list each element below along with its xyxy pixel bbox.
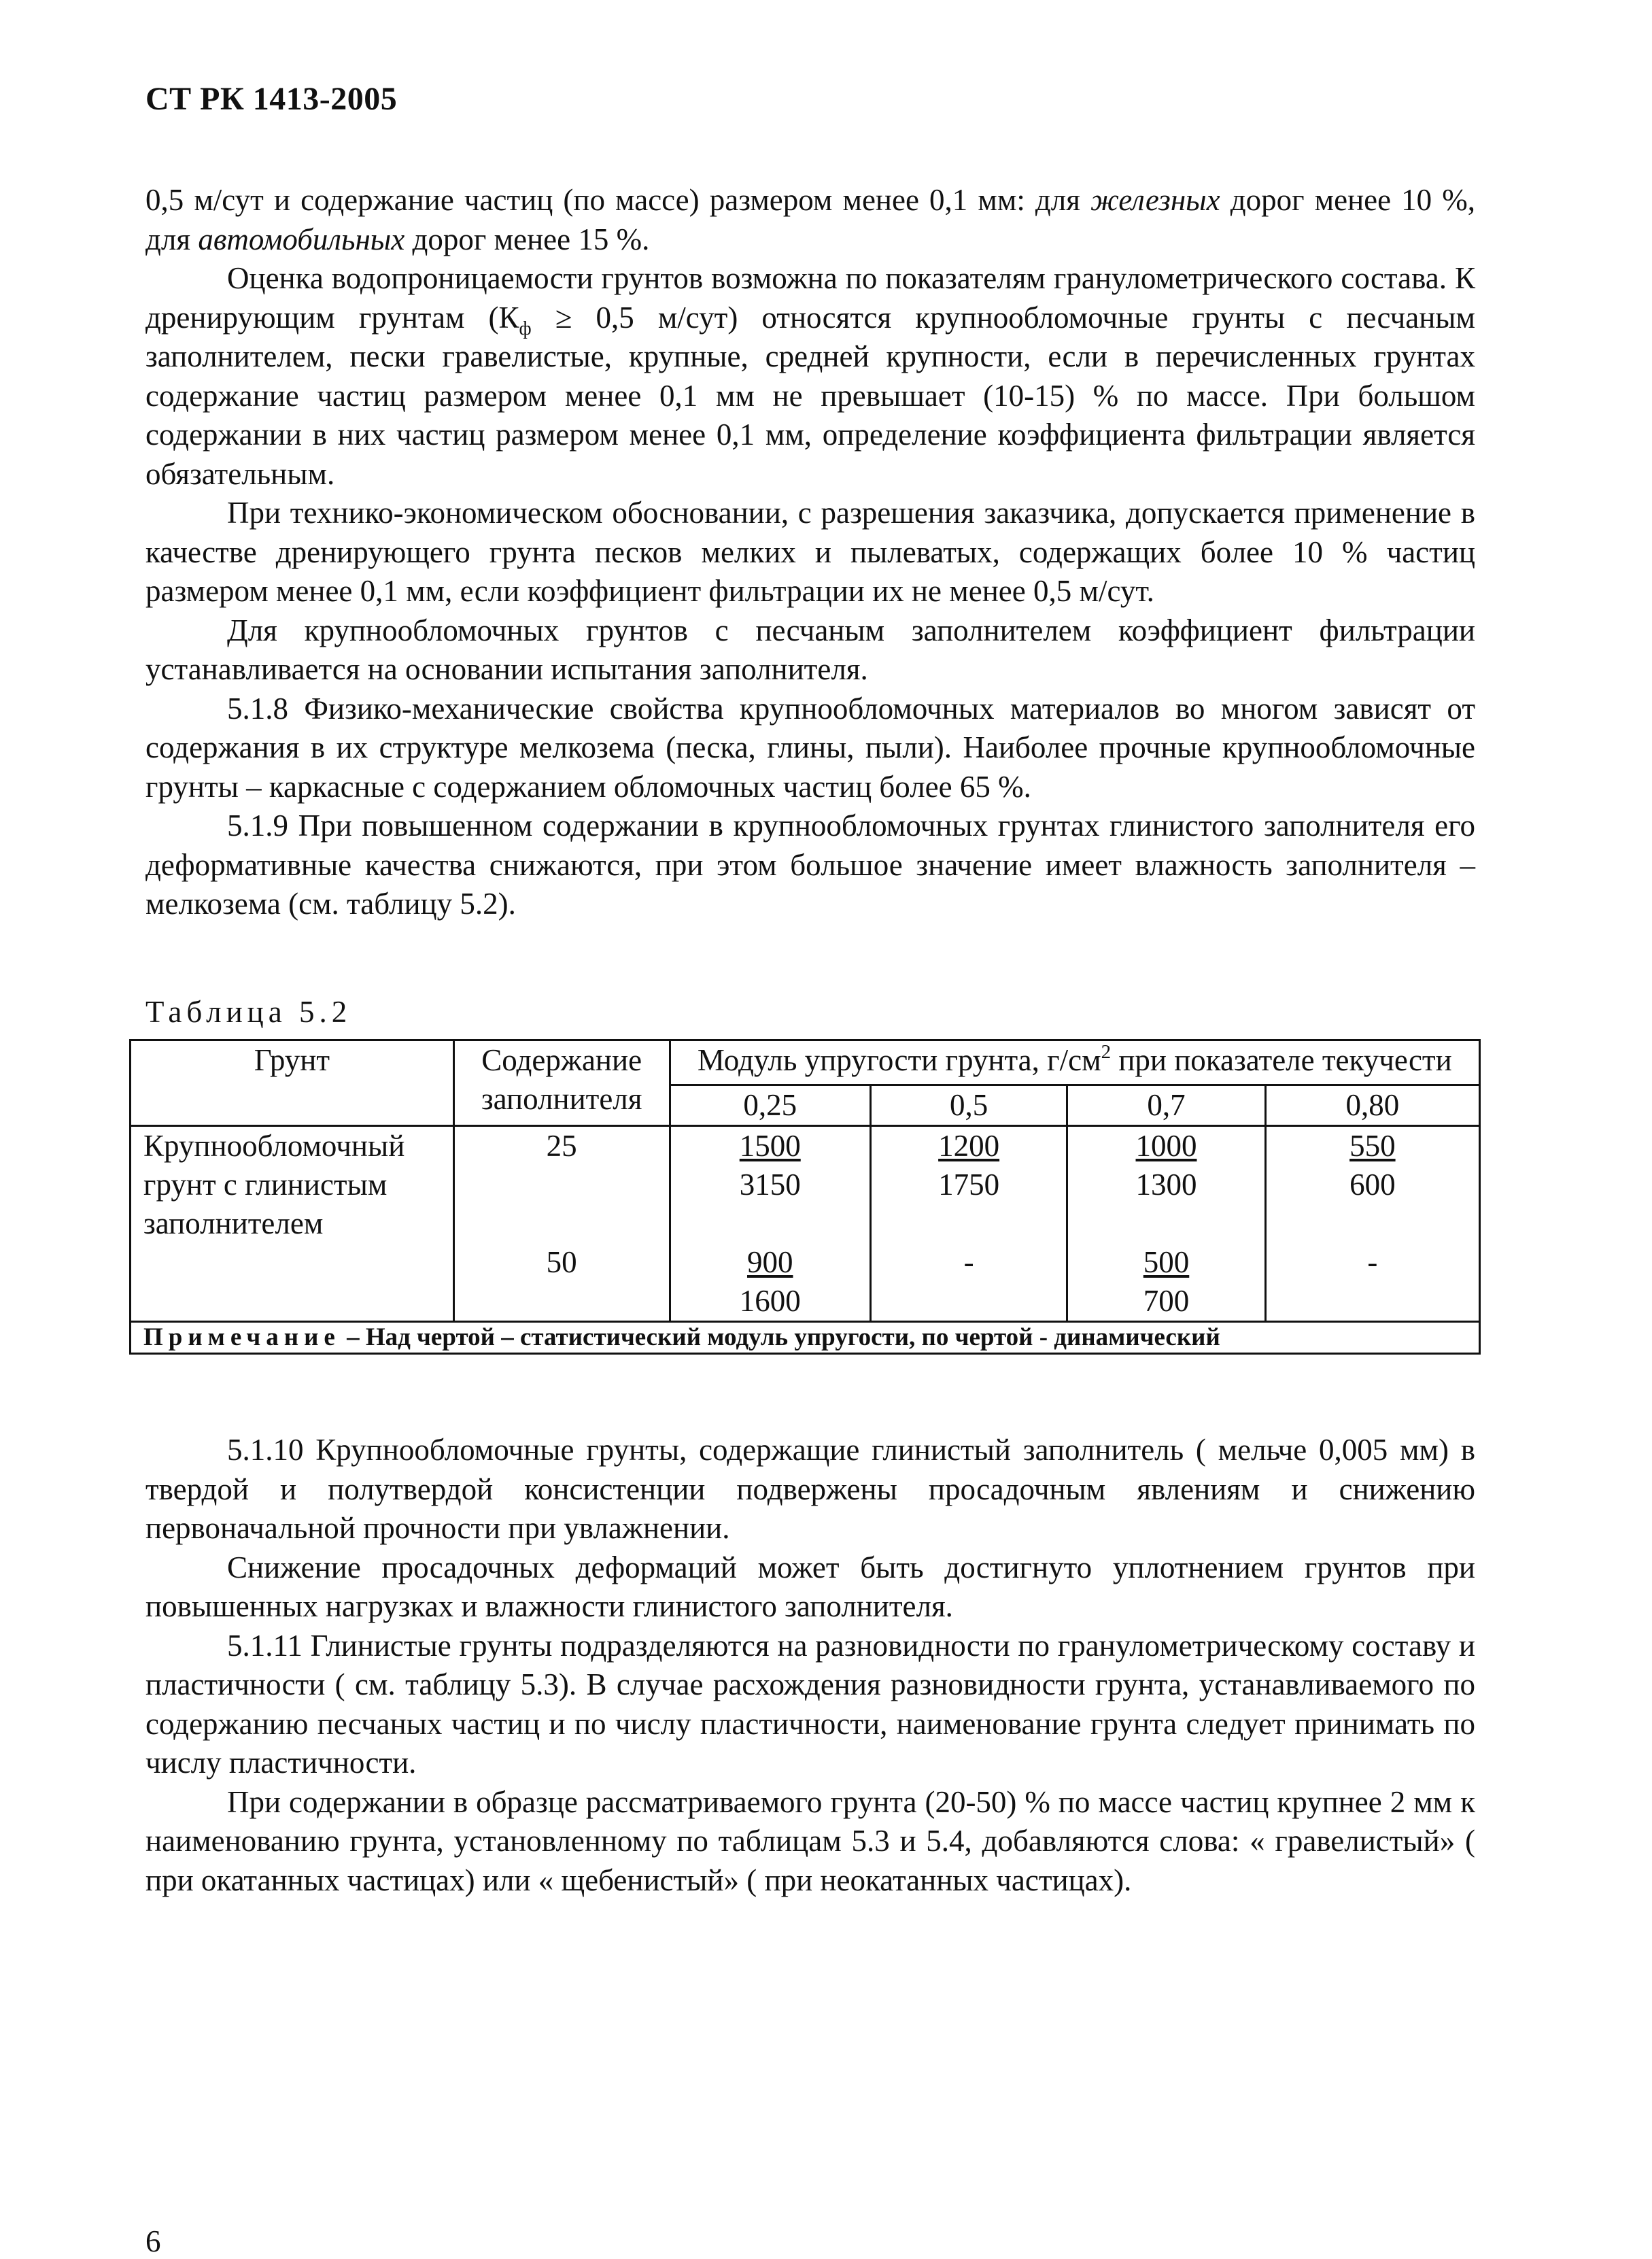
emphasis-railways: железных <box>1090 183 1220 217</box>
emphasis-roads: автомобильных <box>198 222 405 256</box>
static-modulus: 1000 <box>1135 1129 1197 1163</box>
paragraph-text: 0,5 м/сут и содержание частиц (по массе) размером менее 0,1 мм: для <box>145 183 1091 217</box>
paragraph-coarse-soils: Для крупнообломочных грунтов с песчаным заполнителем коэффициент фильтрации устанавливается на основании испытания заполнителя. <box>145 613 1475 686</box>
paragraph-5-1-8: 5.1.8 Физико-механические свойства крупнообломочных материалов во многом зависят от содержания в их структуре мелкозема (песка, глины, пыли). Наиболее прочные крупнообломочные грунты – каркасные с содержанием обломочных частиц более 65 %. <box>145 691 1475 804</box>
dynamic-modulus: 3150 <box>739 1168 801 1202</box>
subscript-f: ф <box>519 318 532 339</box>
paragraph-continuation <box>145 181 1475 259</box>
table-note-row <box>131 1322 1480 1354</box>
fill-value: 50 <box>546 1245 577 1279</box>
static-modulus: 550 <box>1349 1129 1396 1163</box>
dynamic-modulus: 1750 <box>938 1168 1000 1202</box>
paragraph-permeability <box>145 259 1475 494</box>
dynamic-modulus: 1300 <box>1135 1168 1197 1202</box>
header-modulus-text: Модуль упругости грунта, г/см <box>697 1043 1101 1077</box>
value-cell <box>670 1126 870 1322</box>
value-cell <box>1265 1126 1479 1322</box>
paragraph-feasibility: При технико-экономическом обосновании, с разрешения заказчика, допускается применение в качестве дренирующего грунта песков мелких и пылеватых, содержащих более 10 % частиц размером менее 0,1 мм, если коэффициент фильтрации их не менее 0,5 м/сут. <box>145 496 1475 608</box>
paragraph-gravel: При содержании в образце рассматриваемого грунта (20-50) % по массе частиц крупнее 2 мм к наименованию грунта, установленному по таблицам 5.3 и 5.4, добавляются слова: « гравелистый» ( при окатанных частицах) или « щебенистый» ( при неокатанных частицах). <box>145 1784 1475 1897</box>
header-soil: Грунт <box>131 1040 454 1126</box>
static-modulus: 500 <box>1143 1245 1190 1279</box>
header-modulus <box>670 1040 1479 1085</box>
table-data-row <box>131 1126 1480 1322</box>
note-heading: Примечание <box>143 1323 341 1351</box>
fluidity-value: 0,25 <box>670 1085 870 1126</box>
paragraph-5-1-11: 5.1.11 Глинистые грунты подразделяются на разновидности по гранулометрическому составу и пластичности ( см. таблицу 5.3). В случае расхождения разновидности грунта, устанавливаемого по содержанию песчаных частиц и по числу пластичности, наименование грунта следует принимать по числу пластичности. <box>145 1628 1475 1780</box>
static-modulus: 1500 <box>739 1129 801 1163</box>
dynamic-modulus: 600 <box>1349 1168 1396 1202</box>
header-modulus-text: при показателе текучести <box>1111 1043 1452 1077</box>
paragraph-text: ≥ 0,5 м/сут) относятся крупнообломочные грунты с песчаным заполнителем, пески гравелистые, крупные, средней крупности, если в перечисленных грунтах содержание частиц размером менее 0,1 мм не превышает (10-15) % по массе. При большом содержании в них частиц размером менее 0,1 мм, определение коэффициента фильтрации является обязательным. <box>145 300 1475 491</box>
fluidity-value: 0,5 <box>870 1085 1067 1126</box>
body-text-top <box>145 181 1475 924</box>
paragraph-5-1-10: 5.1.10 Крупнообломочные грунты, содержащие глинистый заполнитель ( мельче 0,005 мм) в твердой и полутвердой консистенции подвержены просадочным явлениям и снижению первоначальной прочности при увлажнении. <box>145 1433 1475 1545</box>
table-note <box>131 1322 1480 1354</box>
document-code: СТ РК 1413-2005 <box>145 81 398 117</box>
table-5-2 <box>129 1039 1481 1355</box>
static-modulus: 900 <box>746 1245 793 1279</box>
fluidity-value: 0,7 <box>1067 1085 1265 1126</box>
static-modulus: 1200 <box>938 1129 1000 1163</box>
paragraph-subsidence: Снижение просадочных деформаций может быть достигнуто уплотнением грунтов при повышенных нагрузках и влажности глинистого заполнителя. <box>145 1550 1475 1623</box>
paragraph-text: дорог менее 10 %, для <box>145 183 1475 256</box>
fluidity-value: 0,80 <box>1265 1085 1479 1126</box>
table-header-row <box>131 1040 1480 1085</box>
page-number: 6 <box>145 2224 161 2258</box>
dynamic-modulus: 700 <box>1143 1284 1190 1318</box>
superscript-2: 2 <box>1101 1041 1112 1063</box>
fill-cell <box>453 1126 670 1322</box>
static-modulus: - <box>1367 1245 1378 1279</box>
fill-value: 25 <box>546 1129 577 1163</box>
static-modulus: - <box>963 1245 974 1279</box>
table-caption: Таблица 5.2 <box>145 995 352 1029</box>
note-text: – Над чертой – статистический модуль упругости, по чертой - динамический <box>340 1323 1220 1351</box>
paragraph-5-1-9: 5.1.9 При повышенном содержании в крупнообломочных грунтах глинистого заполнителя его деформативные качества снижаются, при этом большое значение имеет влажность заполнителя – мелкозема (см. таблицу 5.2). <box>145 809 1475 921</box>
body-text-bottom <box>145 1431 1475 1900</box>
soil-name: Крупнообломочный грунт с глинистым заполнителем <box>131 1126 454 1322</box>
value-cell <box>870 1126 1067 1322</box>
paragraph-text: дорог менее 15 %. <box>405 222 650 256</box>
dynamic-modulus: 1600 <box>739 1284 801 1318</box>
value-cell <box>1067 1126 1265 1322</box>
paragraph-text: Оценка водопроницаемости грунтов возможна по показателям гранулометрического состава. К дренирующим грунтам (К <box>145 261 1475 335</box>
header-fill: Содержание заполнителя <box>453 1040 670 1126</box>
